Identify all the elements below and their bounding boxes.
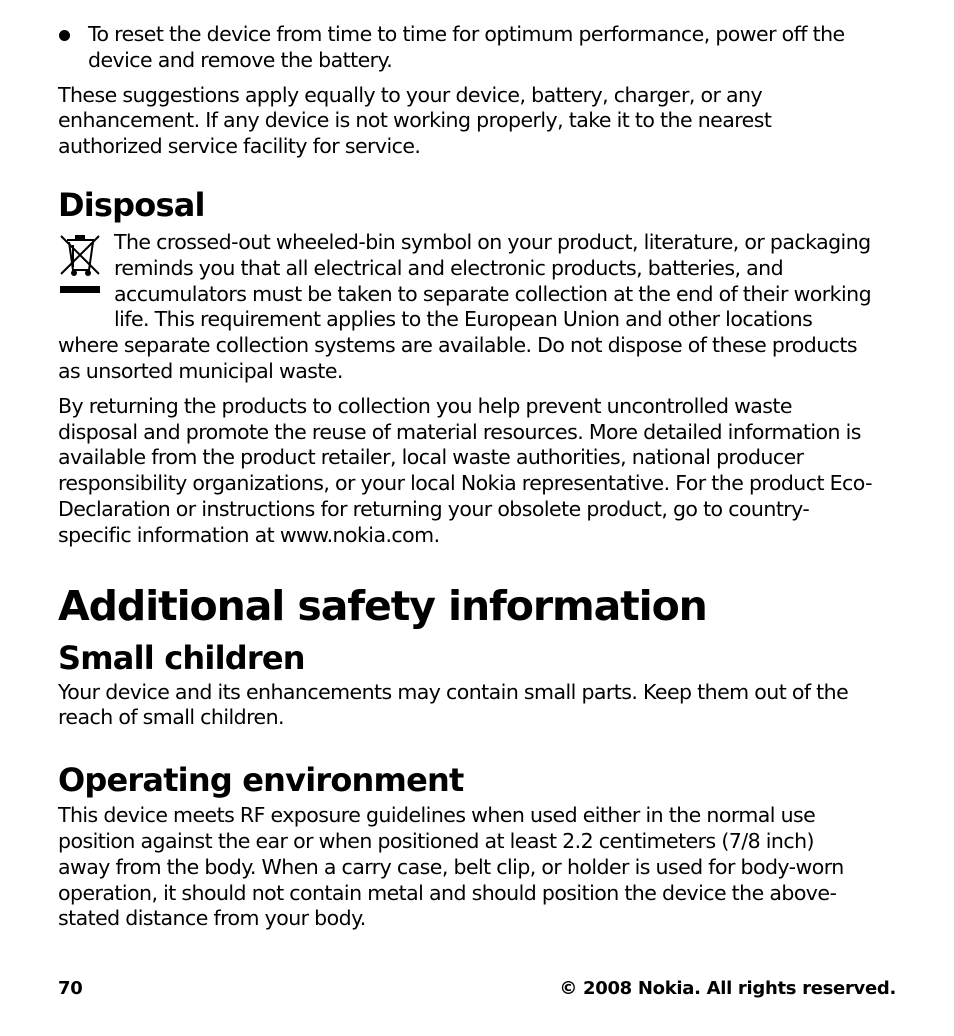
disposal-paragraph-1: The crossed-out wheeled-bin symbol on your product, literature, or packaging reminds you that all electrical and electronic products, batteries, and accumulators must be taken to separate collection at the end of their working life. This requirement applies to the European Union and other locations where separate collection systems are available. Do not dispose of these products as unsorted municipal waste. (58, 229, 872, 383)
disposal-paragraph-2: By returning the products to collection you help prevent uncontrolled waste disposal and promote the reuse of material resources. More detailed information is available from the product retailer, local waste authorities, national producer responsibility organizations, or your local Nokia representative. For the product Eco- Declaration or instructions for returning your obsolete product, go to country- specific information at www.nokia.com. (58, 393, 872, 547)
safety-heading: Additional safety information (58, 581, 707, 630)
document-page (58, 22, 898, 932)
disposal-block (58, 230, 898, 385)
reset-bullet-item (58, 22, 898, 74)
operating-environment-heading: Operating environment (58, 761, 464, 800)
small-children-paragraph: Your device and its enhancements may contain small parts. Keep them out of the reach of small children. (58, 679, 849, 730)
bullet-icon (59, 30, 70, 41)
suggestions-paragraph: These suggestions apply equally to your device, battery, charger, or any enhancement. If any device is not working properly, take it to the nearest authorized service facility for service. (58, 82, 772, 159)
reset-bullet-text: To reset the device from time to time for optimum performance, power off the device and remove the battery. (88, 22, 845, 72)
operating-environment-paragraph: This device meets RF exposure guidelines when used either in the normal use position against the ear or when positioned at least 2.2 centimeters (7/8 inch) away from the body. When a carry case, belt clip, or holder is used for body-worn operation, it should not contain metal and should position the device the above- stated distance from your body. (58, 803, 844, 931)
copyright-notice: © 2008 Nokia. All rights reserved. (559, 978, 896, 999)
small-children-heading: Small children (58, 638, 305, 677)
page-number: 70 (58, 978, 83, 999)
crossed-out-wheeled-bin-icon (58, 230, 102, 296)
disposal-heading: Disposal (58, 185, 205, 224)
